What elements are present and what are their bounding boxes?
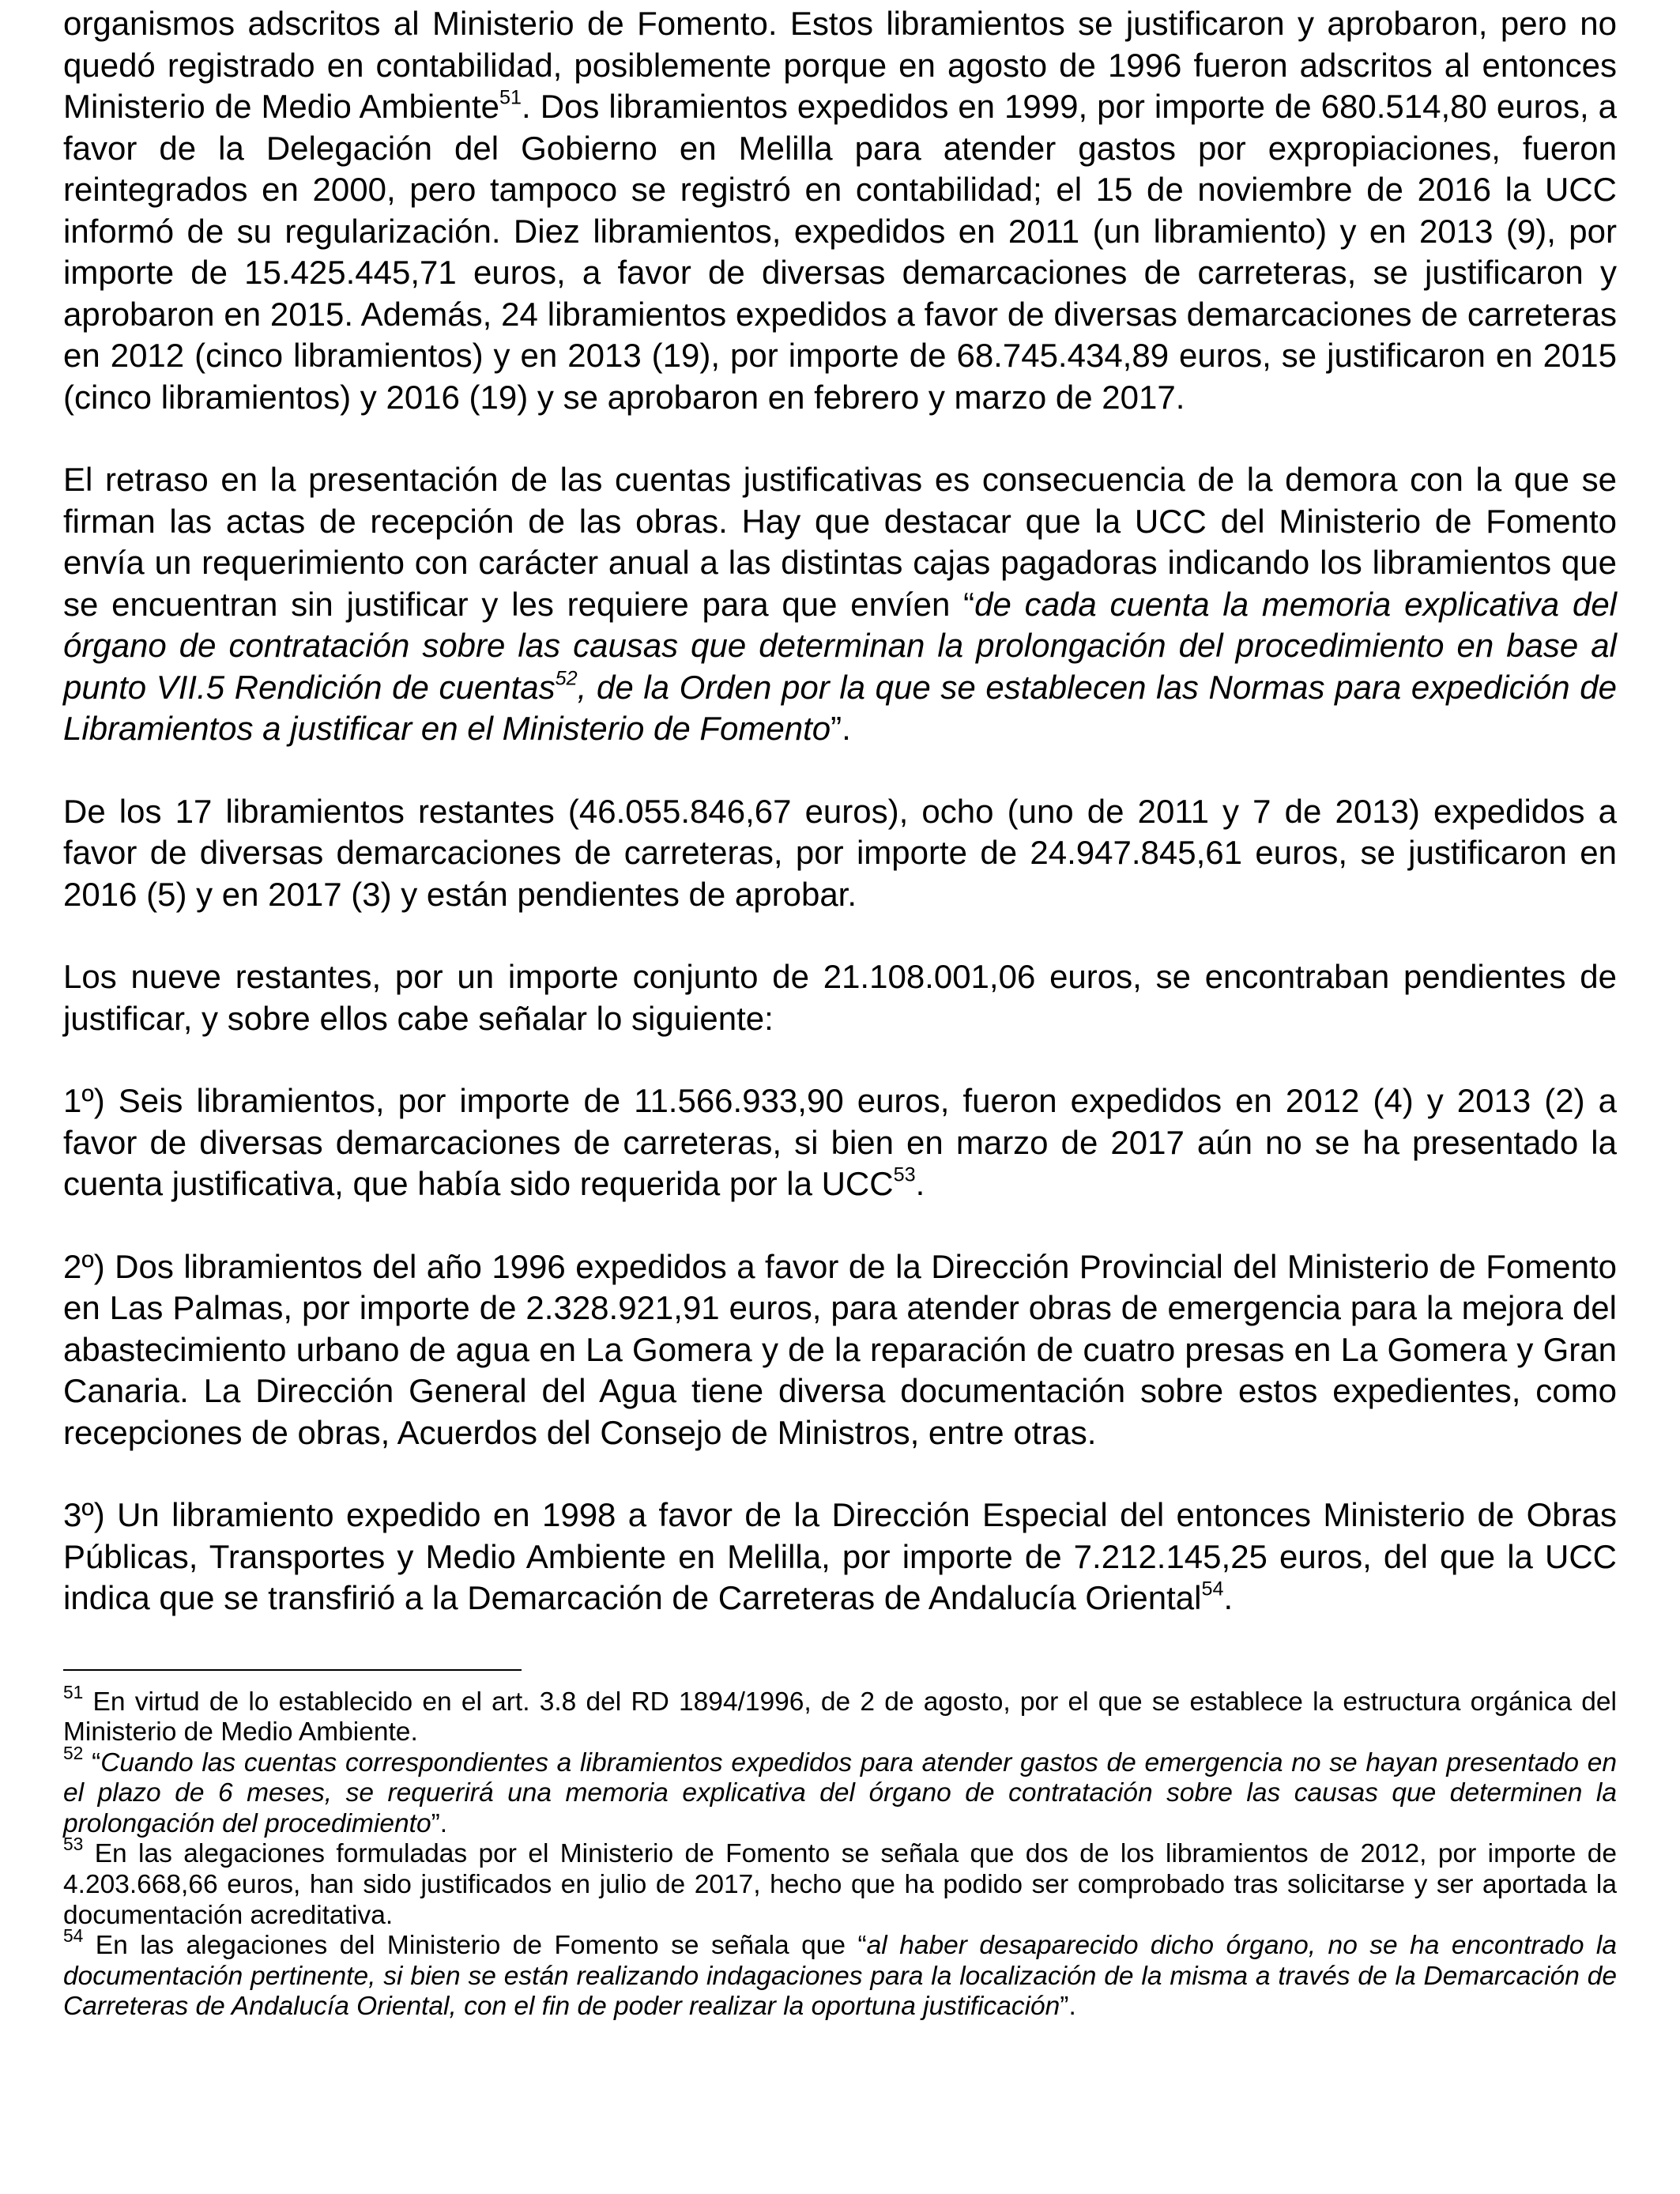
text-run: 2º) Dos libramientos del año 1996 expedidos a favor de la Dirección Provincial del Ministerio de Fomento en Las Palmas, por importe de 2.328.921,91 euros, para atender obras de emergencia para la mejora del abastecimiento urbano de agua en La Gomera y de la reparación de cuatro presas en La Gomera y Gran Canaria. La Dirección General del Agua tiene diversa documentación sobre estos expedientes, como recepciones de obras, Acuerdos del Consejo de Ministros, entre otras. — [63, 1247, 1617, 1451]
text-run: El retraso en la presentación de las cuentas justificativas es consecuencia de la demora con la que se firman las actas de recepción de las obras. Hay que destacar que la UCC del Ministerio de Fomento envía un requerimiento con carácter anual a las distintas cajas pagadoras indicando los libramientos que se encuentran sin justificar y les requiere para que envíen “ — [63, 461, 1617, 623]
text-run: En las alegaciones del Ministerio de Fomento se señala que “ — [83, 1931, 867, 1961]
paragraph-p5 — [63, 1080, 1617, 1205]
text-run: . — [1223, 1579, 1234, 1616]
footnote-reference: 51 — [63, 1681, 84, 1702]
footnote-reference: 51 — [499, 86, 522, 109]
italic-quote-text: de cada cuenta la memoria explicativa del órgano de contratación sobre las causas que determinan la prolongación del procedimiento en base al punto VII.5 Rendición de cuentas — [63, 585, 1618, 706]
text-run: 3º) Un libramiento expedido en 1998 a favor de la Dirección Especial del entonces Ministerio de Obras Públicas, Transportes y Medio Ambiente en Melilla, por importe de 7.212.145,25 euros, del que la UCC indica que se transfirió a la Demarcación de Carreteras de Andalucía Oriental — [63, 1496, 1617, 1616]
text-run: En las alegaciones formuladas por el Ministerio de Fomento se señala que dos de los libramientos de 2012, por importe de 4.203.668,66 euros, han sido justificados en julio de 2017, hecho que ha podido ser comprobado tras solicitarse y ser aportada la documentación acreditativa. — [63, 1839, 1617, 1930]
italic-quote-text: al haber desaparecido dicho órgano, no se ha encontrado la documentación pertinente, si bien se están realizando indagaciones para la localización de la misma a través de la Demarcación de Carreteras de Andalucía Oriental, con el fin de poder realizar la oportuna justificación — [63, 1931, 1618, 2022]
footnote-53 — [63, 1834, 1617, 1931]
text-run: . Dos libramientos expedidos en 1999, por importe de 680.514,80 euros, a favor de la Delegación del Gobierno en Melilla para atender gastos por expropiaciones, fueron reintegrados en 2000, pero tampoco se registró en contabilidad; el 15 de noviembre de 2016 la UCC informó de su regularización. Diez libramientos, expedidos en 2011 (un libramiento) y en 2013 (9), por importe de 15.425.445,71 euros, a favor de diversas demarcaciones de carreteras, se justificaron y aprobaron en 2015. Además, 24 libramientos expedidos a favor de diversas demarcaciones de carreteras en 2012 (cinco libramientos) y en 2013 (19), por importe de 68.745.434,89 euros, se justificaron en 2015 (cinco libramientos) y 2016 (19) y se aprobaron en febrero y marzo de 2017. — [63, 88, 1617, 416]
italic-quote-text: Cuando las cuentas correspondientes a libramientos expedidos para atender gastos de emergencia no se hayan presentado en el plazo de 6 meses, se requerirá una memoria explicativa del órgano de contratación sobre las causas que determinen la prolongación del procedimiento — [63, 1747, 1618, 1838]
paragraph-p6 — [63, 1246, 1617, 1454]
footnote-separator — [63, 1669, 522, 1671]
paragraph-p4 — [63, 956, 1617, 1039]
italic-quote-text: , de la Orden por la que se establecen las Normas para expedición de Libramientos a justificar en el Ministerio de Fomento — [63, 668, 1618, 747]
footnote-reference: 52 — [63, 1742, 84, 1763]
paragraph-p3 — [63, 791, 1617, 916]
text-run: ”. — [831, 710, 851, 747]
text-run: ”. — [431, 1808, 448, 1838]
text-run: “ — [83, 1747, 101, 1777]
paragraph-p2 — [63, 459, 1617, 750]
document-page — [63, 3, 1617, 2022]
footnote-reference: 53 — [63, 1834, 84, 1855]
paragraph-p1 — [63, 3, 1617, 418]
text-run: organismos adscritos al Ministerio de Fomento. Estos libramientos se justificaron y aprobaron, pero no quedó registrado en contabilidad, posiblemente porque en agosto de 1996 fueron adscritos al entonces Ministerio de Medio Ambiente — [63, 5, 1617, 125]
text-run: En virtud de lo establecido en el art. 3.8 del RD 1894/1996, de 2 de agosto, por el que se establece la estructura orgánica del Ministerio de Medio Ambiente. — [63, 1687, 1617, 1747]
footnote-51 — [63, 1681, 1617, 1748]
paragraph-p7 — [63, 1495, 1617, 1619]
footnote-reference: 53 — [893, 1163, 916, 1186]
footnote-54 — [63, 1925, 1618, 2022]
footnotes — [63, 1681, 1618, 2023]
text-run: . — [915, 1165, 925, 1202]
footnote-reference: 52 — [555, 666, 578, 689]
footnote-reference: 54 — [1201, 1578, 1224, 1600]
body-text — [63, 3, 1617, 1619]
text-run: ”. — [1060, 1992, 1076, 2022]
footnote-reference: 54 — [63, 1925, 84, 1947]
footnote-52 — [63, 1742, 1618, 1840]
text-run: Los nueve restantes, por un importe conjunto de 21.108.001,06 euros, se encontraban pendientes de justificar, y sobre ellos cabe señalar lo siguiente: — [63, 958, 1617, 1037]
text-run: 1º) Seis libramientos, por importe de 11.566.933,90 euros, fueron expedidos en 2012 (4) y 2013 (2) a favor de diversas demarcaciones de carreteras, si bien en marzo de 2017 aún no se ha presentado la cuenta justificativa, que había sido requerida por la UCC — [63, 1082, 1617, 1202]
text-run: De los 17 libramientos restantes (46.055.846,67 euros), ocho (uno de 2011 y 7 de 2013) expedidos a favor de diversas demarcaciones de carreteras, por importe de 24.947.845,61 euros, se justificaron en 2016 (5) y en 2017 (3) y están pendientes de aprobar. — [63, 792, 1617, 913]
